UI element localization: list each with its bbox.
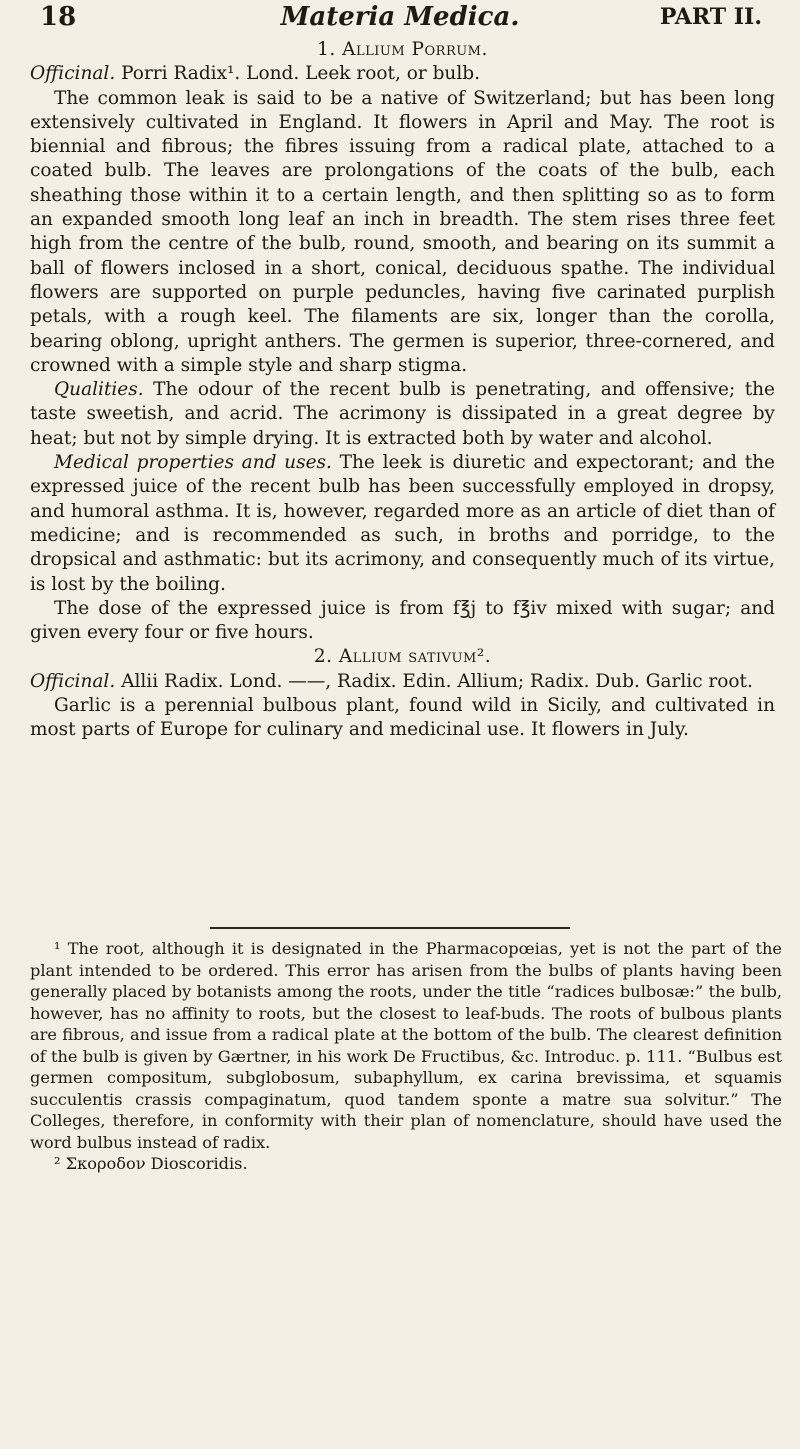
description-paragraph: The common leak is said to be a native of Switzerland; but has been long extensively cultivated in England. It flowers in April and May. The root is biennial and fibrous; the fibres issuing from a radical plate, attached to a coated bulb. The leaves are prolongations of the coats of the bulb, each sheathing those within it to a certain length, and then splitting so as to form an expanded smooth long leaf an inch in breadth. The stem rises three feet high from the centre of the bulb, round, smooth, and bearing on its summit a ball of flowers inclosed in a short, conical, deciduous spathe. The individual flowers are supported on purple peduncles, having five carinated purplish petals, with a rough keel. The filaments are six, longer than the corolla, bearing oblong, upright anthers. The germen is superior, three-cornered, and crowned with a simple style and sharp stigma. bbox=[30, 87, 775, 376]
footnote-2: ² Σκοροδον Dioscoridis. bbox=[54, 1154, 248, 1173]
footnote-divider bbox=[210, 927, 570, 929]
footnote-1: ¹ The root, although it is designated in the Pharmacopœias, yet is not the part of the plant intended to be ordered. This error has arisen from the bulbs of plants having been generally placed by botanists among the roots, under the title “radices bulbosæ:” the bulb, however, has no affinity to roots, but the closest to leaf-buds. The roots of bulbous plants are fibrous, and issue from a radical plate at the bottom of the bulb. The clearest definition of the bulb is given by Gærtner, in his work De Fructibus, &c. Introduc. p. 111. “Bulbus est germen compositum, subglobosum, subaphyllum, ex carina brevissima, et squamis succulentis crassis compaginatum, quod tandem sponte a matre sua solvitur.” The Colleges, therefore, in conformity with their plan of nomenclature, should have used the word bulbus instead of radix. bbox=[30, 939, 782, 1152]
part-label: PART II. bbox=[659, 4, 762, 30]
dose-paragraph: The dose of the expressed juice is from f℥j to f℥iv mixed with sugar; and given every four or five hours. bbox=[30, 597, 775, 644]
garlic-description-paragraph: Garlic is a perennial bulbous plant, found wild in Sicily, and cultivated in most parts of Europe for culinary and medicinal use. It flowers in July. bbox=[30, 695, 775, 741]
main-text bbox=[30, 38, 775, 743]
qualities-paragraph: Qualities. The odour of the recent bulb is penetrating, and offensive; the taste sweetish, and acrid. The acrimony is dissipated in a great degree by heat; but not by simple drying. It is extracted both by water and alcohol. bbox=[30, 379, 775, 449]
officinal-line: Officinal. Porri Radix¹. Lond. Leek root, or bulb. bbox=[30, 63, 480, 85]
page-number: 18 bbox=[40, 2, 77, 32]
medical-properties-paragraph: Medical properties and uses. The leek is diuretic and expectorant; and the expressed juice of the recent bulb has been successfully employed in dropsy, and humoral asthma. It is, however, regarded more as an article of diet than of medicine; and is recommended as such, in broths and porridge, to the dropsical and asthmatic: but its acrimony, and consequently much of its virtue, is lost by the boiling. bbox=[30, 452, 775, 595]
page-header bbox=[20, 2, 780, 34]
running-title: Materia Medica. bbox=[280, 2, 520, 32]
entry-heading-allium-sativum: 2. Allium sativum². bbox=[313, 646, 492, 668]
footnotes bbox=[30, 938, 782, 1175]
officinal-line-garlic: Officinal. Allii Radix. Lond. ——, Radix. Edin. Allium; Radix. Dub. Garlic root. bbox=[30, 670, 753, 692]
entry-heading-allium-porrum: 1. Allium Porrum. bbox=[317, 39, 488, 60]
